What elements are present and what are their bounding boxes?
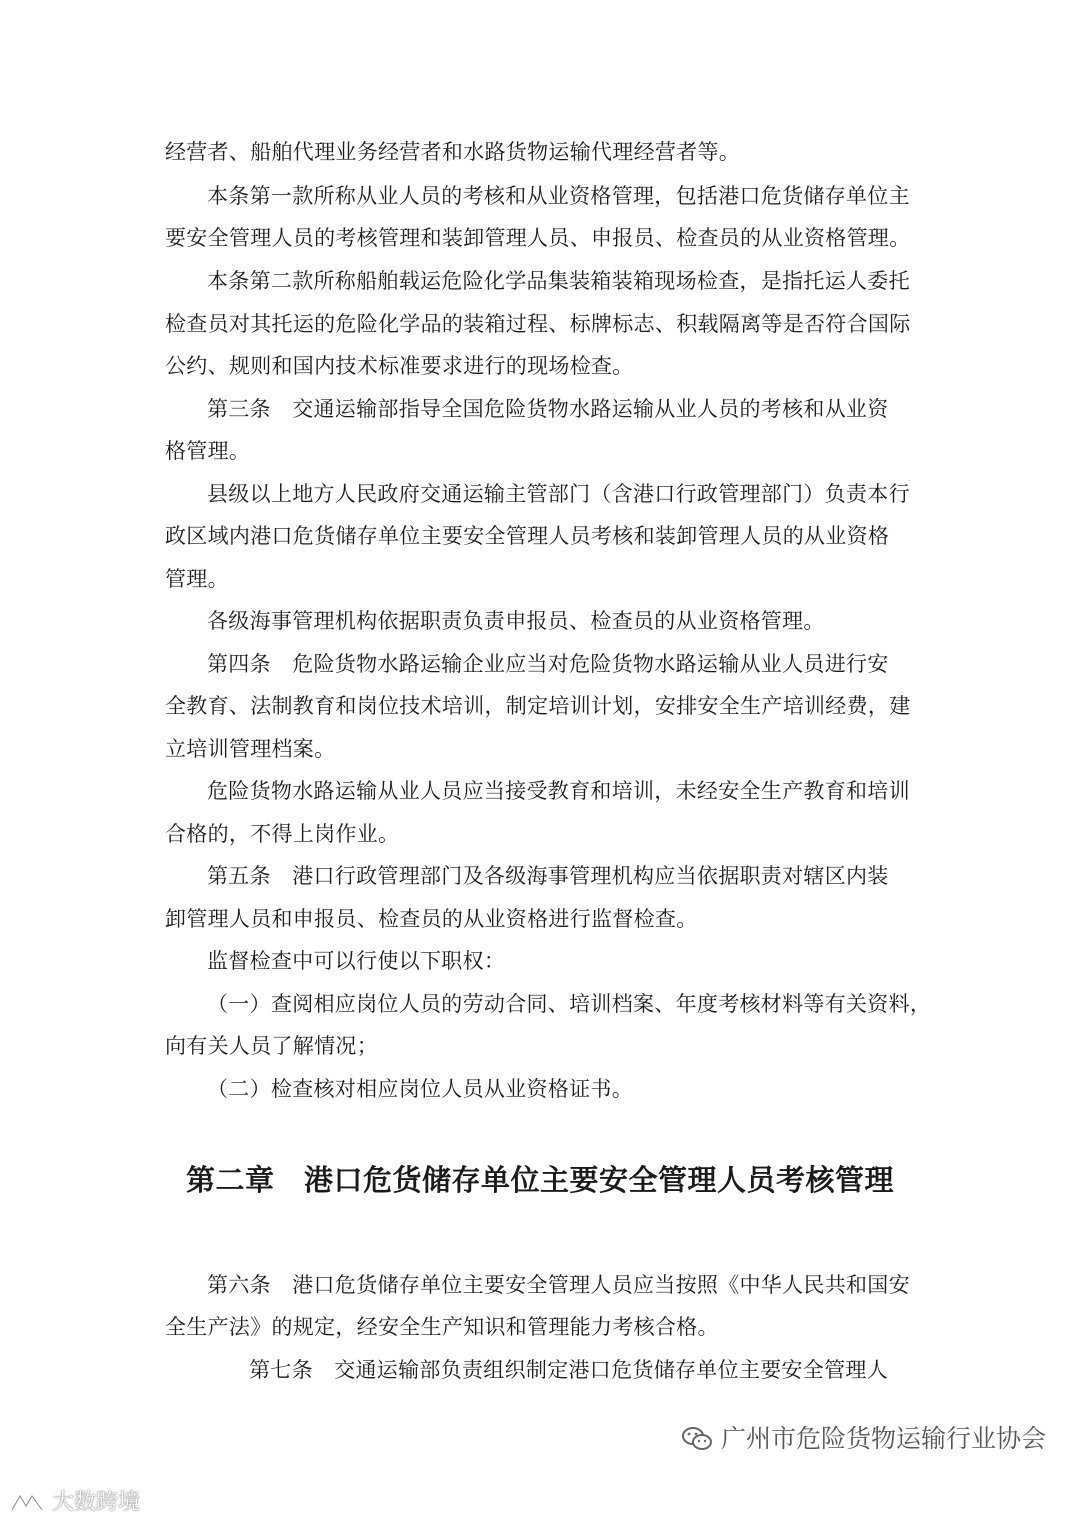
chapter-title: 第二章 港口危货储存单位主要安全管理人员考核管理 <box>185 1163 894 1197</box>
body-line-17: 合格的，不得上岗作业。 <box>165 822 400 846</box>
body-line-9: 县级以上地方人民政府交通运输主管部门（含港口行政管理部门）负责本行 <box>207 482 910 506</box>
source-name: 大数跨境 <box>52 1490 141 1515</box>
body-line-16: 危险货物水路运输从业人员应当接受教育和培训，未经安全生产教育和培训 <box>207 779 910 803</box>
article-6-line-1: 第六条 港口危货储存单位主要安全管理人员应当按照《中华人民共和国安 <box>207 1273 910 1297</box>
article-4-line-1: 第四条 危险货物水路运输企业应当对危险货物水路运输从业人员进行安 <box>207 652 889 676</box>
body-line-10: 政区域内港口危货储存单位主要安全管理人员考核和装卸管理人员的从业资格 <box>165 524 890 548</box>
item-1-line-1: （一）查阅相应岗位人员的劳动合同、培训档案、年度考核材料等有关资料， <box>207 992 932 1016</box>
wechat-icon <box>681 1425 713 1453</box>
body-line-11: 管理。 <box>165 567 229 591</box>
article-3-line-1: 第三条 交通运输部指导全国危险货物水路运输从业人员的考核和从业资 <box>207 397 889 421</box>
body-line-6: 公约、规则和国内技术标准要求进行的现场检查。 <box>165 354 634 378</box>
body-line-12: 各级海事管理机构依据职责负责申报员、检查员的从业资格管理。 <box>207 609 825 633</box>
body-line-20: 监督检查中可以行使以下职权： <box>207 949 506 973</box>
article-4-line-3: 立培训管理档案。 <box>165 737 336 761</box>
article-6-line-2: 全生产法》的规定，经安全生产知识和管理能力考核合格。 <box>165 1315 719 1339</box>
source-watermark <box>8 1488 140 1518</box>
publisher-name: 广州市危险货物运输行业协会 <box>720 1424 1046 1453</box>
logo-icon <box>8 1490 48 1516</box>
publisher-watermark <box>681 1422 1046 1456</box>
body-line-3: 要安全管理人员的考核管理和装卸管理人员、申报员、检查员的从业资格管理。 <box>165 226 911 250</box>
article-4-line-2: 全教育、法制教育和岗位技术培训，制定培训计划，安排安全生产培训经费，建 <box>165 694 911 718</box>
article-3-line-2: 格管理。 <box>165 439 251 463</box>
body-line-1: 经营者、船舶代理业务经营者和水路货物运输代理经营者等。 <box>165 140 741 164</box>
item-2-line: （二）检查核对相应岗位人员从业资格证书。 <box>207 1077 633 1101</box>
body-line-4: 本条第二款所称船舶载运危险化学品集装箱装箱现场检查，是指托运人委托 <box>207 269 910 293</box>
body-line-2: 本条第一款所称从业人员的考核和从业资格管理，包括港口危货储存单位主 <box>207 184 910 208</box>
article-7-line-1: 第七条 交通运输部负责组织制定港口危货储存单位主要安全管理人 <box>249 1358 888 1382</box>
body-line-5: 检查员对其托运的危险化学品的装箱过程、标牌标志、积载隔离等是否符合国际 <box>165 312 911 336</box>
article-5-line-1: 第五条 港口行政管理部门及各级海事管理机构应当依据职责对辖区内装 <box>207 864 889 888</box>
item-1-line-2: 向有关人员了解情况； <box>165 1034 378 1058</box>
article-5-line-2: 卸管理人员和申报员、检查员的从业资格进行监督检查。 <box>165 907 698 931</box>
